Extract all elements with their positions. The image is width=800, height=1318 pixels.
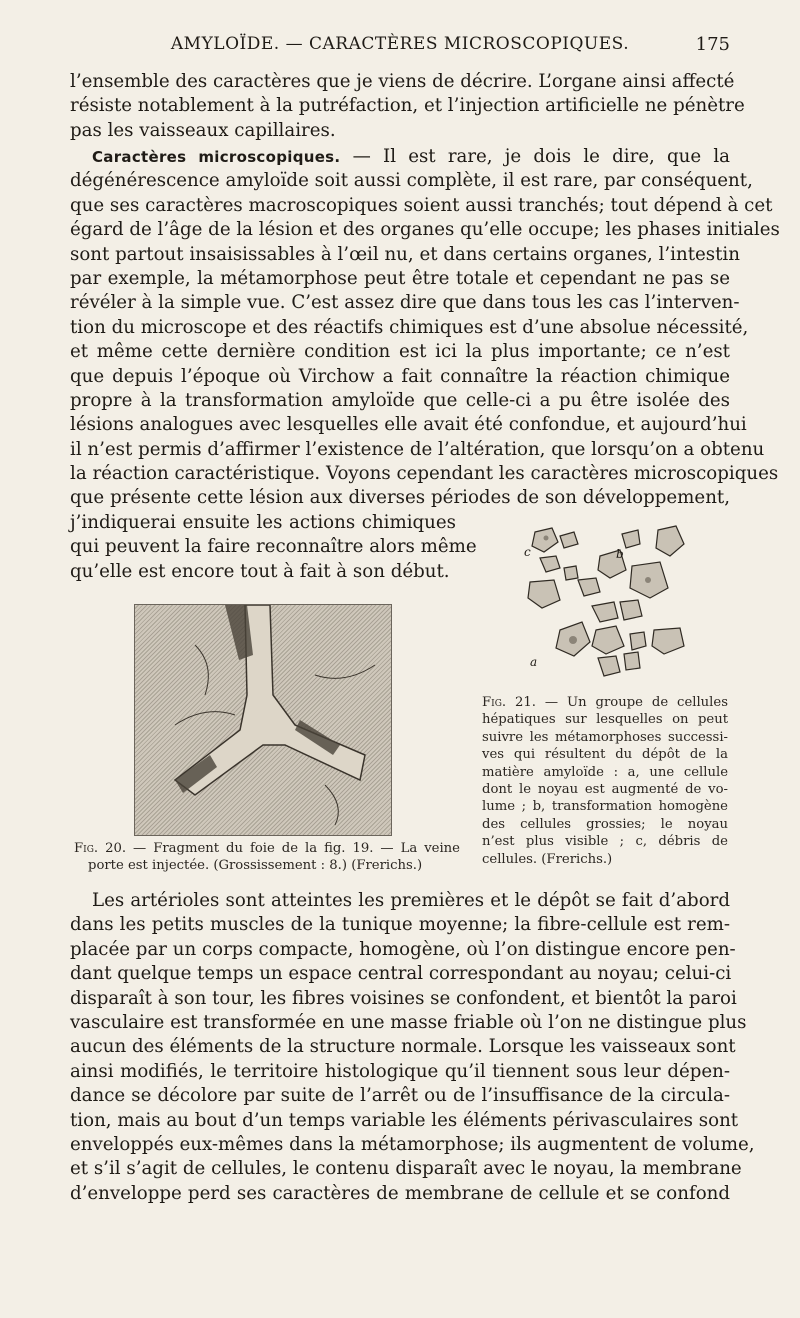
section-heading: Caractères microscopiques.	[92, 148, 341, 166]
text-line: tion du microscope et des réactifs chimiques est d’une absolue nécessité,	[70, 316, 749, 338]
section-first-line-text: — Il est rare, je dois le dire, que la	[340, 146, 730, 167]
caption-line: hépatiques sur lesquelles on peut	[482, 712, 728, 728]
bottom-paragraph	[70, 889, 755, 1206]
hepatic-cells-illustration	[520, 522, 700, 690]
label-c: c	[524, 545, 531, 559]
caption-line: cellules. (Frerichs.)	[482, 851, 613, 867]
text-line: que ses caractères macroscopiques soient aussi tranchés; tout dépend à cet	[70, 194, 773, 216]
caption-line	[74, 840, 460, 857]
text-line: dance se décolore par suite de l’arrêt ou de l’insuffisance de la circula-	[70, 1085, 730, 1107]
text-line: propre à la transformation amyloïde que celle-ci a pu être isolée des	[70, 389, 730, 411]
text-line: et s’il s’agit de cellules, le contenu disparaît avec le noyau, la membrane	[70, 1158, 742, 1180]
caption-line: matière amyloïde : a, une cellule	[482, 764, 728, 780]
text-line: que présente cette lésion aux diverses périodes de son développement,	[70, 487, 730, 509]
text-line: résiste notablement à la putréfaction, et l’injection artificielle ne pénètre	[70, 95, 745, 117]
narrow-paragraph	[70, 511, 477, 584]
text-line: la réaction caractéristique. Voyons cependant les caractères microscopiques	[70, 463, 779, 485]
text-line: l’ensemble des caractères que je viens de décrire. L’organe ainsi affecté	[70, 71, 735, 92]
text-line: tion, mais au bout d’un temps variable les éléments périvasculaires sont	[70, 1109, 739, 1131]
text-line: que depuis l’époque où Virchow a fait connaître la réaction chimique	[70, 365, 730, 387]
section-microscopic	[70, 145, 780, 511]
caption-text: — Fragment du foie de la fig. 19. — La veine	[133, 841, 460, 856]
caption-line: n’est plus visible ; c, débris de	[482, 834, 728, 850]
text-line: qui peuvent la faire reconnaître alors même	[70, 536, 477, 558]
figure-21-cells	[520, 522, 700, 690]
text-line: dant quelque temps un espace central correspondant au noyau; celui-ci	[70, 963, 732, 985]
text-line: dégénérescence amyloïde soit aussi complète, il est rare, par conséquent,	[70, 170, 753, 192]
figure-20-caption	[74, 840, 460, 875]
text-line: placée par un corps compacte, homogène, où l’on distingue encore pen-	[70, 938, 736, 960]
text-line: pas les vaisseaux capillaires.	[70, 119, 336, 141]
text-line: ainsi modifiés, le territoire histologique qu’il tiennent sous leur dépen-	[70, 1060, 730, 1082]
text-line: il n’est permis d’affirmer l’existence de l’altération, que lorsqu’on a obtenu	[70, 438, 765, 460]
text-line: par exemple, la métamorphose peut être totale et cependant ne pas se	[70, 267, 730, 289]
text-line: dans les petits muscles de la tunique moyenne; la fibre-cellule est rem-	[70, 914, 730, 936]
page-number: 175	[695, 34, 730, 55]
liver-fragment-illustration	[135, 605, 391, 835]
figure-20-label: Fig. 20.	[74, 841, 127, 856]
label-a: a	[530, 655, 538, 669]
caption-line: des cellules grossies; le noyau	[482, 816, 728, 832]
caption-line: suivre les métamorphoses successi-	[482, 729, 728, 745]
text-line: d’enveloppe perd ses caractères de membrane de cellule et se confond	[70, 1182, 730, 1204]
caption-line: ves qui résultent du dépôt de la	[482, 747, 728, 763]
text-line: disparaît à son tour, les fibres voisines se confondent, et bientôt la paroi	[70, 987, 737, 1009]
text-line: vasculaire est transformée en une masse friable où l’on ne distingue plus	[70, 1011, 747, 1033]
figure-21-caption	[482, 694, 728, 868]
section-first-line	[70, 145, 730, 169]
running-header	[70, 34, 730, 64]
text-line: Les artérioles sont atteintes les premières et le dépôt se fait d’abord	[92, 890, 730, 911]
text-line: enveloppés eux-mêmes dans la métamorphose; ils augmentent de volume,	[70, 1133, 755, 1155]
text-line: lésions analogues avec lesquelles elle avait été confondue, et aujourd’hui	[70, 414, 747, 436]
top-paragraph	[70, 70, 745, 143]
text-line: et même cette dernière condition est ici la plus importante; ce n’est	[70, 341, 730, 363]
caption-line	[482, 694, 728, 711]
figure-20-engraving	[134, 604, 392, 836]
caption-line: lume ; b, transformation homogène	[482, 799, 728, 815]
text-line: sont partout insaisissables à l’œil nu, et dans certains organes, l’intestin	[70, 243, 740, 265]
text-line: révéler à la simple vue. C’est assez dire que dans tous les cas l’interven-	[70, 292, 740, 314]
caption-text: — Un groupe de cellules	[544, 695, 728, 710]
label-b: b	[616, 547, 624, 561]
text-line: qu’elle est encore tout à fait à son début.	[70, 560, 450, 582]
figure-21-label: Fig. 21.	[482, 695, 536, 710]
running-title: AMYLOÏDE. — CARACTÈRES MICROSCOPIQUES.	[170, 34, 630, 54]
caption-line: porte est injectée. (Grossissement : 8.) (Frerichs.)	[88, 858, 423, 874]
caption-line: dont le noyau est augmenté de vo-	[482, 781, 728, 797]
text-line: aucun des éléments de la structure normale. Lorsque les vaisseaux sont	[70, 1036, 736, 1058]
text-line: j’indiquerai ensuite les actions chimiques	[70, 512, 456, 533]
text-line: égard de l’âge de la lésion et des organes qu’elle occupe; les phases initiales	[70, 219, 780, 241]
